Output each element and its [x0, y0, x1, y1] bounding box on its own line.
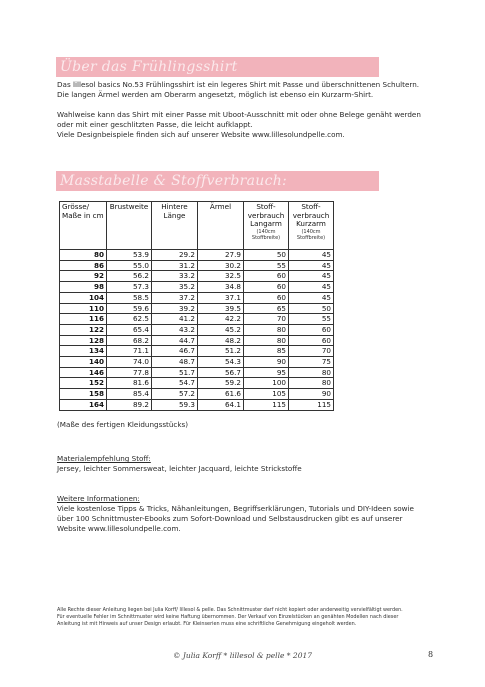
value-cell: 55 [244, 260, 289, 271]
value-cell: 59.2 [198, 378, 244, 389]
table-row [60, 346, 334, 357]
value-cell: 60 [244, 271, 289, 282]
about-line: oder mit einer geschlitzten Passe, die leicht aufklappt. [57, 120, 253, 129]
value-cell: 71.1 [107, 346, 152, 357]
legal-line: Anleitung ist mit Hinweis auf unser Design erlaubt. Für Kleinserien muss eine schriftliche Genehmigung eingeholt werden. [57, 621, 357, 627]
value-cell: 80 [289, 378, 334, 389]
table-row [60, 292, 334, 303]
value-cell: 55 [289, 314, 334, 325]
value-cell: 30.2 [198, 260, 244, 271]
table-row [60, 389, 334, 400]
value-cell: 45 [289, 271, 334, 282]
value-cell: 80 [244, 324, 289, 335]
table-header-row [60, 202, 334, 250]
value-cell: 43.2 [152, 324, 198, 335]
legal-line: Alle Rechte dieser Anleitung liegen bei Julia Korff/ lillesol & pelle. Das Schnittmuster darf nicht kopiert oder anderweitig vervielfältigt werden. [57, 607, 403, 613]
size-cell: 86 [60, 260, 107, 271]
value-cell: 37.1 [198, 292, 244, 303]
value-cell: 85.4 [107, 389, 152, 400]
value-cell: 32.5 [198, 271, 244, 282]
size-cell: 128 [60, 335, 107, 346]
value-cell: 95 [244, 367, 289, 378]
size-cell: 116 [60, 314, 107, 325]
header-back-length: Hintere Länge [152, 202, 198, 250]
size-cell: 146 [60, 367, 107, 378]
info-heading: Weitere Informationen: [57, 494, 140, 503]
value-cell: 100 [244, 378, 289, 389]
value-cell: 37.2 [152, 292, 198, 303]
size-cell: 164 [60, 399, 107, 410]
header-size: Grösse/ Maße in cm [60, 202, 107, 250]
value-cell: 59.3 [152, 399, 198, 410]
info-line: Website www.lillesolundpelle.com. [57, 524, 181, 533]
info-block [57, 494, 437, 534]
value-cell: 42.2 [198, 314, 244, 325]
about-line: Wahlweise kann das Shirt mit einer Passe mit Uboot-Ausschnitt mit oder ohne Belege genäht werden [57, 110, 421, 119]
table-row [60, 324, 334, 335]
value-cell: 50 [289, 303, 334, 314]
table-row [60, 250, 334, 261]
header-fabric-short-note: (140cm Stoffbreite) [296, 228, 326, 241]
about-line: Viele Designbeispiele finden sich auf unserer Website www.lillesolundpelle.com. [57, 130, 345, 139]
value-cell: 31.2 [152, 260, 198, 271]
page-number: 8 [428, 650, 434, 659]
size-cell: 92 [60, 271, 107, 282]
value-cell: 29.2 [152, 250, 198, 261]
header-fabric-long [244, 202, 289, 250]
value-cell: 74.0 [107, 357, 152, 368]
table-row [60, 378, 334, 389]
value-cell: 41.2 [152, 314, 198, 325]
value-cell: 65.4 [107, 324, 152, 335]
value-cell: 90 [289, 389, 334, 400]
value-cell: 39.2 [152, 303, 198, 314]
about-paragraph [57, 80, 437, 140]
about-line: Die langen Ärmel werden am Oberarm angesetzt, möglich ist ebenso ein Kurzarm-Shirt. [57, 90, 374, 99]
table-caption: (Maße des fertigen Kleidungsstücks) [57, 420, 189, 429]
value-cell: 51.2 [198, 346, 244, 357]
table-row [60, 314, 334, 325]
value-cell: 45.2 [198, 324, 244, 335]
value-cell: 53.9 [107, 250, 152, 261]
table-row [60, 399, 334, 410]
header-fabric-short [289, 202, 334, 250]
material-block [57, 454, 437, 474]
info-line: über 100 Schnittmuster-Ebooks zum Sofort-Download und Selbstausdrucken gibt es auf unserer [57, 514, 403, 523]
value-cell: 70 [289, 346, 334, 357]
value-cell: 44.7 [152, 335, 198, 346]
value-cell: 48.7 [152, 357, 198, 368]
size-cell: 122 [60, 324, 107, 335]
value-cell: 45 [289, 292, 334, 303]
size-cell: 140 [60, 357, 107, 368]
value-cell: 54.3 [198, 357, 244, 368]
value-cell: 62.5 [107, 314, 152, 325]
value-cell: 64.1 [198, 399, 244, 410]
value-cell: 35.2 [152, 282, 198, 293]
table-row [60, 335, 334, 346]
value-cell: 45 [289, 282, 334, 293]
material-text: Jersey, leichter Sommersweat, leichter Jacquard, leichte Strickstoffe [57, 464, 302, 473]
legal-line: Für eventuelle Fehler im Schnittmuster wird keine Haftung übernommen. Der Verkauf von Einzelstücken an genähten Modellen nach dieser [57, 614, 399, 620]
table-body [60, 250, 334, 411]
size-cell: 158 [60, 389, 107, 400]
about-line [57, 100, 437, 110]
value-cell: 45 [289, 250, 334, 261]
value-cell: 55.0 [107, 260, 152, 271]
value-cell: 54.7 [152, 378, 198, 389]
value-cell: 68.2 [107, 335, 152, 346]
value-cell: 65 [244, 303, 289, 314]
header-fabric-short-label: Stoff-verbrauch Kurzarm [292, 202, 330, 228]
value-cell: 115 [244, 399, 289, 410]
header-fabric-long-label: Stoff-verbrauch Langarm [247, 202, 285, 228]
header-fabric-long-note: (140cm Stoffbreite) [251, 228, 281, 241]
value-cell: 57.2 [152, 389, 198, 400]
value-cell: 57.3 [107, 282, 152, 293]
size-cell: 134 [60, 346, 107, 357]
value-cell: 27.9 [198, 250, 244, 261]
value-cell: 77.8 [107, 367, 152, 378]
about-line: Das lillesol basics No.53 Frühlingsshirt ist ein legeres Shirt mit Passe und überschnittenen Schultern. [57, 80, 420, 89]
value-cell: 81.6 [107, 378, 152, 389]
value-cell: 70 [244, 314, 289, 325]
size-table [59, 201, 334, 411]
size-cell: 110 [60, 303, 107, 314]
value-cell: 34.8 [198, 282, 244, 293]
material-heading: Materialempfehlung Stoff: [57, 454, 151, 463]
size-cell: 80 [60, 250, 107, 261]
value-cell: 80 [289, 367, 334, 378]
value-cell: 59.6 [107, 303, 152, 314]
table-row [60, 303, 334, 314]
value-cell: 48.2 [198, 335, 244, 346]
section-title-table: Masstabelle & Stoffverbrauch: [60, 173, 288, 189]
value-cell: 45 [289, 260, 334, 271]
value-cell: 60 [244, 282, 289, 293]
value-cell: 60 [244, 292, 289, 303]
section-title-about: Über das Frühlingsshirt [60, 59, 238, 75]
value-cell: 56.2 [107, 271, 152, 282]
table-row [60, 282, 334, 293]
footer-credit: © Julia Korff * lillesol & pelle * 2017 [172, 651, 313, 660]
table-row [60, 260, 334, 271]
value-cell: 46.7 [152, 346, 198, 357]
section-band-about [56, 57, 379, 77]
table-row [60, 367, 334, 378]
value-cell: 33.2 [152, 271, 198, 282]
size-cell: 98 [60, 282, 107, 293]
value-cell: 90 [244, 357, 289, 368]
section-band-table [56, 171, 379, 191]
legal-notice [57, 607, 447, 628]
info-line: Viele kostenlose Tipps & Tricks, Nähanleitungen, Begriffserklärungen, Tutorials und DIY-Ideen sowie [57, 504, 414, 513]
size-cell: 152 [60, 378, 107, 389]
value-cell: 80 [244, 335, 289, 346]
value-cell: 60 [289, 324, 334, 335]
value-cell: 58.5 [107, 292, 152, 303]
value-cell: 39.5 [198, 303, 244, 314]
value-cell: 61.6 [198, 389, 244, 400]
table-row [60, 357, 334, 368]
header-chest: Brustweite [107, 202, 152, 250]
value-cell: 105 [244, 389, 289, 400]
value-cell: 50 [244, 250, 289, 261]
value-cell: 115 [289, 399, 334, 410]
value-cell: 56.7 [198, 367, 244, 378]
value-cell: 89.2 [107, 399, 152, 410]
size-cell: 104 [60, 292, 107, 303]
value-cell: 85 [244, 346, 289, 357]
table-row [60, 271, 334, 282]
value-cell: 60 [289, 335, 334, 346]
value-cell: 75 [289, 357, 334, 368]
value-cell: 51.7 [152, 367, 198, 378]
header-sleeve: Ärmel [198, 202, 244, 250]
